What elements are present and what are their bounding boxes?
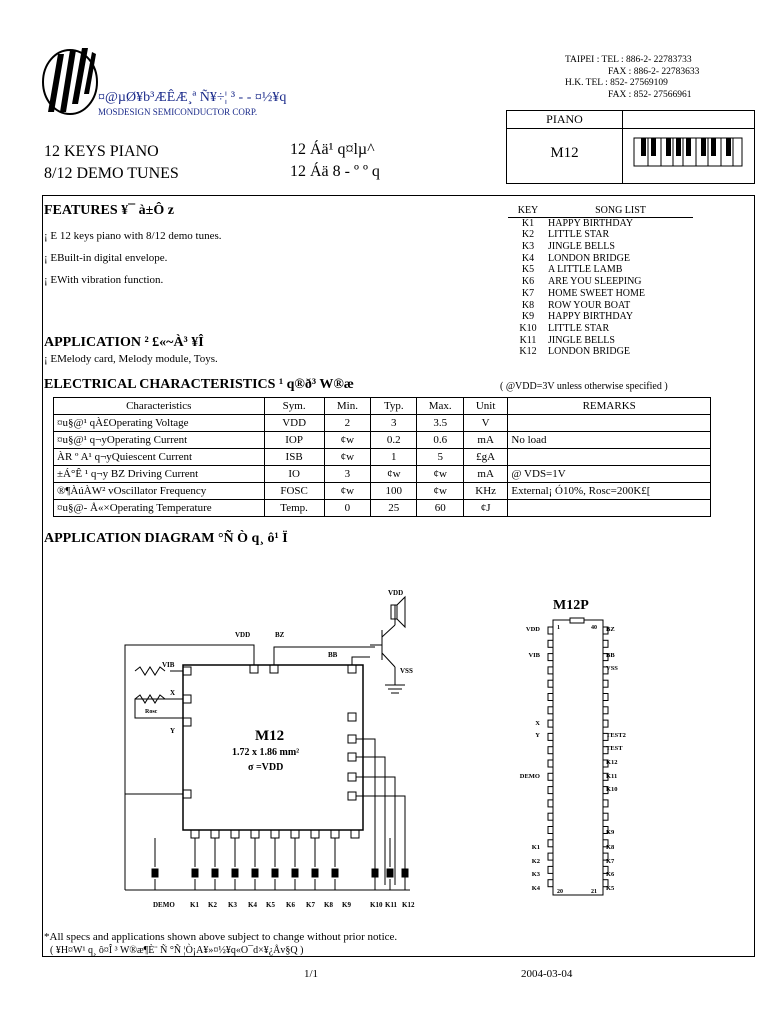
song-title: HAPPY BIRTHDAY bbox=[548, 217, 634, 229]
part-number: M12 bbox=[550, 145, 579, 161]
package-pin-label: K11 bbox=[606, 773, 618, 780]
song-list-header bbox=[508, 205, 693, 218]
table-cell: ¢J bbox=[463, 500, 507, 517]
table-cell: @ VDS=1V bbox=[508, 466, 711, 483]
product-line-1: 12 KEYS PIANO bbox=[44, 143, 159, 160]
table-cell: mA bbox=[463, 432, 507, 449]
table-cell: 0 bbox=[324, 500, 370, 517]
table-cell: IO bbox=[264, 466, 324, 483]
table-cell: £gA bbox=[463, 449, 507, 466]
table-cell: ¢w bbox=[417, 466, 463, 483]
package-pin-label: K3 bbox=[531, 871, 540, 878]
table-cell: ¤u§@¹ qÀ£Operating Voltage bbox=[54, 415, 265, 432]
song-list-row bbox=[508, 229, 693, 241]
table-row bbox=[54, 500, 711, 517]
song-list-row bbox=[508, 276, 693, 288]
company-name-en: MOSDESIGN SEMICONDUCTOR CORP. bbox=[98, 107, 258, 117]
key-label: K6 bbox=[286, 901, 295, 909]
table-row bbox=[54, 483, 711, 500]
table-cell: 25 bbox=[371, 500, 417, 517]
song-key: K1 bbox=[521, 217, 535, 229]
song-key: K5 bbox=[521, 264, 535, 276]
table-cell: ¢w bbox=[417, 483, 463, 500]
table-cell: V bbox=[463, 415, 507, 432]
song-title: LONDON BRIDGE bbox=[548, 346, 630, 358]
key-label: K8 bbox=[324, 901, 333, 909]
package-pin-label: VDD bbox=[525, 626, 540, 633]
table-cell: ISB bbox=[264, 449, 324, 466]
song-key: K9 bbox=[521, 311, 535, 323]
table-cell: IOP bbox=[264, 432, 324, 449]
package-title: M12P bbox=[553, 598, 589, 613]
table-cell: 0.2 bbox=[371, 432, 417, 449]
table-cell: Temp. bbox=[264, 500, 324, 517]
table-cell: ¤u§@- Å«×Operating Temperature bbox=[54, 500, 265, 517]
table-cell: 3 bbox=[324, 466, 370, 483]
contact-line: FAX : 852- 27566961 bbox=[608, 89, 692, 100]
package-pin-label: K8 bbox=[606, 844, 615, 851]
table-cell: FOSC bbox=[264, 483, 324, 500]
table-header: Min. bbox=[324, 398, 370, 415]
label-demo: DEMO bbox=[153, 901, 175, 909]
key-label: K3 bbox=[228, 901, 237, 909]
song-title: LONDON BRIDGE bbox=[548, 252, 630, 264]
document-date: 2004-03-04 bbox=[521, 968, 573, 980]
label-y: Y bbox=[170, 727, 176, 735]
table-cell: ¢w bbox=[324, 449, 370, 466]
electrical-title: ELECTRICAL CHARACTERISTICS ¹ q®ð³ W®æ bbox=[44, 377, 354, 392]
table-header: REMARKS bbox=[508, 398, 711, 415]
key-label: K9 bbox=[342, 901, 351, 909]
table-cell: ÀR º A¹ q¬yQuiescent Current bbox=[54, 449, 265, 466]
table-header: Max. bbox=[417, 398, 463, 415]
pin-21: 21 bbox=[591, 889, 597, 895]
table-cell: 5 bbox=[417, 449, 463, 466]
song-key: K12 bbox=[519, 346, 537, 358]
song-key: K6 bbox=[521, 276, 535, 288]
song-title: ROW YOUR BOAT bbox=[548, 299, 631, 311]
table-row bbox=[54, 432, 711, 449]
table-cell: 3.5 bbox=[417, 415, 463, 432]
package-pin-label: VIB bbox=[528, 652, 540, 659]
song-title: HAPPY BIRTHDAY bbox=[548, 311, 634, 323]
key-label: K4 bbox=[248, 901, 257, 909]
contact-block bbox=[565, 55, 699, 101]
application-text: ¡ EMelody card, Melody module, Toys. bbox=[44, 353, 218, 365]
song-key: K4 bbox=[521, 252, 535, 264]
song-header: SONG LIST bbox=[595, 205, 646, 216]
table-header: Characteristics bbox=[54, 398, 265, 415]
company-logo bbox=[40, 42, 100, 120]
key-label: K5 bbox=[266, 901, 275, 909]
song-list-row bbox=[508, 300, 693, 312]
features-title: FEATURES ¥¯ à±Ô z bbox=[44, 203, 174, 218]
table-row bbox=[54, 466, 711, 483]
diagram-title: APPLICATION DIAGRAM °Ñ Ò q¸ ô¹ Ï bbox=[44, 531, 288, 546]
package-body bbox=[553, 620, 603, 895]
table-row bbox=[54, 449, 711, 466]
package-pin-label: K7 bbox=[606, 858, 615, 865]
product-line-1-cn: 12 Áä¹ q¤lµ^ bbox=[290, 141, 375, 158]
feature-item: ¡ E 12 keys piano with 8/12 demo tunes. bbox=[44, 230, 222, 242]
electrical-condition: ( @VDD=3V unless otherwise specified ) bbox=[500, 381, 668, 392]
table-cell: No load bbox=[508, 432, 711, 449]
table-cell: External¡ Ó10%, Rosc=200K£[ bbox=[508, 483, 711, 500]
song-key: K11 bbox=[519, 334, 537, 346]
table-cell: ±Á°Ê ¹ q¬y BZ Driving Current bbox=[54, 466, 265, 483]
package-pin-label: K1 bbox=[531, 844, 540, 851]
package-pin-label: TEST bbox=[606, 745, 623, 752]
table-cell: 100 bbox=[371, 483, 417, 500]
contact-line: FAX : 886-2- 22783633 bbox=[608, 66, 700, 77]
song-title: ARE YOU SLEEPING bbox=[548, 276, 642, 288]
page-number: 1/1 bbox=[304, 968, 319, 980]
package-pin-label: K12 bbox=[606, 759, 618, 766]
song-list-row bbox=[508, 264, 693, 276]
package-pin-label: BZ bbox=[606, 626, 615, 633]
label-vss: VSS bbox=[400, 667, 413, 675]
table-header: Typ. bbox=[371, 398, 417, 415]
song-title: JINGLE BELLS bbox=[548, 241, 615, 253]
table-cell: ¢w bbox=[324, 432, 370, 449]
piano-keys-icon bbox=[633, 137, 743, 172]
table-header: Unit bbox=[463, 398, 507, 415]
product-line-2: 8/12 DEMO TUNES bbox=[44, 165, 179, 182]
song-list-row bbox=[508, 311, 693, 323]
features-list bbox=[44, 225, 222, 291]
table-cell: VDD bbox=[264, 415, 324, 432]
product-category: PIANO bbox=[546, 112, 583, 126]
key-label: K7 bbox=[306, 901, 315, 909]
label-rosc: Rosc bbox=[145, 709, 158, 715]
song-title: LITTLE STAR bbox=[548, 322, 610, 334]
package-pin-label: K4 bbox=[531, 885, 540, 892]
song-list bbox=[508, 205, 693, 358]
pin-40: 40 bbox=[591, 625, 597, 631]
package-pin-label: TEST2 bbox=[606, 732, 626, 739]
table-cell bbox=[508, 500, 711, 517]
product-title-box bbox=[506, 110, 755, 184]
package-pin-label: Y bbox=[535, 732, 540, 739]
song-title: JINGLE BELLS bbox=[548, 334, 615, 346]
electrical-table bbox=[53, 397, 711, 517]
label-x: X bbox=[170, 689, 176, 697]
contact-line: TAIPEI : TEL : 886-2- 22783733 bbox=[565, 55, 692, 65]
label-vdd: VDD bbox=[235, 631, 251, 639]
contact-line: H.K. TEL : 852- 27569109 bbox=[565, 78, 668, 88]
key-header: KEY bbox=[517, 205, 539, 216]
song-list-row bbox=[508, 253, 693, 265]
song-title: HOME SWEET HOME bbox=[548, 287, 646, 299]
key-label: K12 bbox=[402, 901, 415, 909]
package-pin-label: VSS bbox=[606, 665, 618, 672]
label-bb: BB bbox=[328, 651, 338, 659]
chip-substrate: σ =VDD bbox=[248, 762, 284, 773]
song-list-row bbox=[508, 241, 693, 253]
pin-1: 1 bbox=[557, 625, 560, 631]
table-cell: ®¶ÀúÀW² vOscillator Frequency bbox=[54, 483, 265, 500]
table-header: Sym. bbox=[264, 398, 324, 415]
pin-20: 20 bbox=[557, 889, 563, 895]
song-list-row bbox=[508, 335, 693, 347]
song-list-row bbox=[508, 323, 693, 335]
footer-note-cn: ( ¥H¤W¹ q¸ ô¤Î ³ W®æ¶È¨ Ñ °Ñ ¦Ò¡A¥»¤½¥q«O¯d×¥¿Åv§Q ) bbox=[50, 945, 304, 956]
table-cell bbox=[508, 449, 711, 466]
table-cell bbox=[508, 415, 711, 432]
song-key: K8 bbox=[521, 299, 535, 311]
song-list-row bbox=[508, 288, 693, 300]
application-diagram bbox=[120, 585, 440, 915]
package-pin-label: K2 bbox=[531, 858, 540, 865]
package-pin-label: K10 bbox=[606, 786, 618, 793]
package-diagram bbox=[510, 615, 640, 900]
table-cell: 0.6 bbox=[417, 432, 463, 449]
feature-item: ¡ EBuilt-in digital envelope. bbox=[44, 252, 168, 264]
song-key: K7 bbox=[521, 287, 535, 299]
package-pin-label: DEMO bbox=[519, 773, 540, 780]
table-cell: ¢w bbox=[371, 466, 417, 483]
table-cell: 1 bbox=[371, 449, 417, 466]
label-vdd-top: VDD bbox=[388, 589, 404, 597]
package-pin-label: K5 bbox=[606, 885, 615, 892]
song-key: K3 bbox=[521, 241, 535, 253]
company-name-cn: ¤@µØ¥b³ÆÊÆ¸ª Ñ¥÷¦ ³ - - ¤½¥q bbox=[98, 90, 287, 105]
package-pin-label: K6 bbox=[606, 871, 615, 878]
key-label: K10 bbox=[370, 901, 383, 909]
song-key: K10 bbox=[519, 322, 537, 334]
song-key: K2 bbox=[521, 229, 535, 241]
application-title: APPLICATION ² £«~À³ ¥Î bbox=[44, 335, 204, 350]
table-cell: 60 bbox=[417, 500, 463, 517]
song-list-row bbox=[508, 218, 693, 230]
table-cell: 2 bbox=[324, 415, 370, 432]
table-cell: 3 bbox=[371, 415, 417, 432]
package-pin-label: BB bbox=[606, 652, 615, 659]
table-row bbox=[54, 415, 711, 432]
feature-item: ¡ EWith vibration function. bbox=[44, 274, 164, 286]
footer-note: *All specs and applications shown above subject to change without prior notice. bbox=[44, 931, 398, 943]
table-cell: ¢w bbox=[324, 483, 370, 500]
table-cell: ¤u§@¹ q¬yOperating Current bbox=[54, 432, 265, 449]
song-title: A LITTLE LAMB bbox=[548, 264, 623, 276]
key-label: K11 bbox=[385, 901, 398, 909]
table-cell: mA bbox=[463, 466, 507, 483]
chip-size: 1.72 x 1.86 mm² bbox=[232, 747, 300, 758]
song-title: LITTLE STAR bbox=[548, 229, 610, 241]
product-line-2-cn: 12 Áä 8 - º º q bbox=[290, 163, 380, 180]
song-list-row bbox=[508, 346, 693, 358]
chip-name: M12 bbox=[255, 728, 285, 744]
label-vib: VIB bbox=[162, 661, 175, 669]
package-pin-label: K9 bbox=[606, 829, 615, 836]
key-label: K2 bbox=[208, 901, 217, 909]
table-cell: KHz bbox=[463, 483, 507, 500]
package-pin-label: X bbox=[535, 720, 540, 727]
label-bz: BZ bbox=[275, 631, 285, 639]
key-label: K1 bbox=[190, 901, 199, 909]
